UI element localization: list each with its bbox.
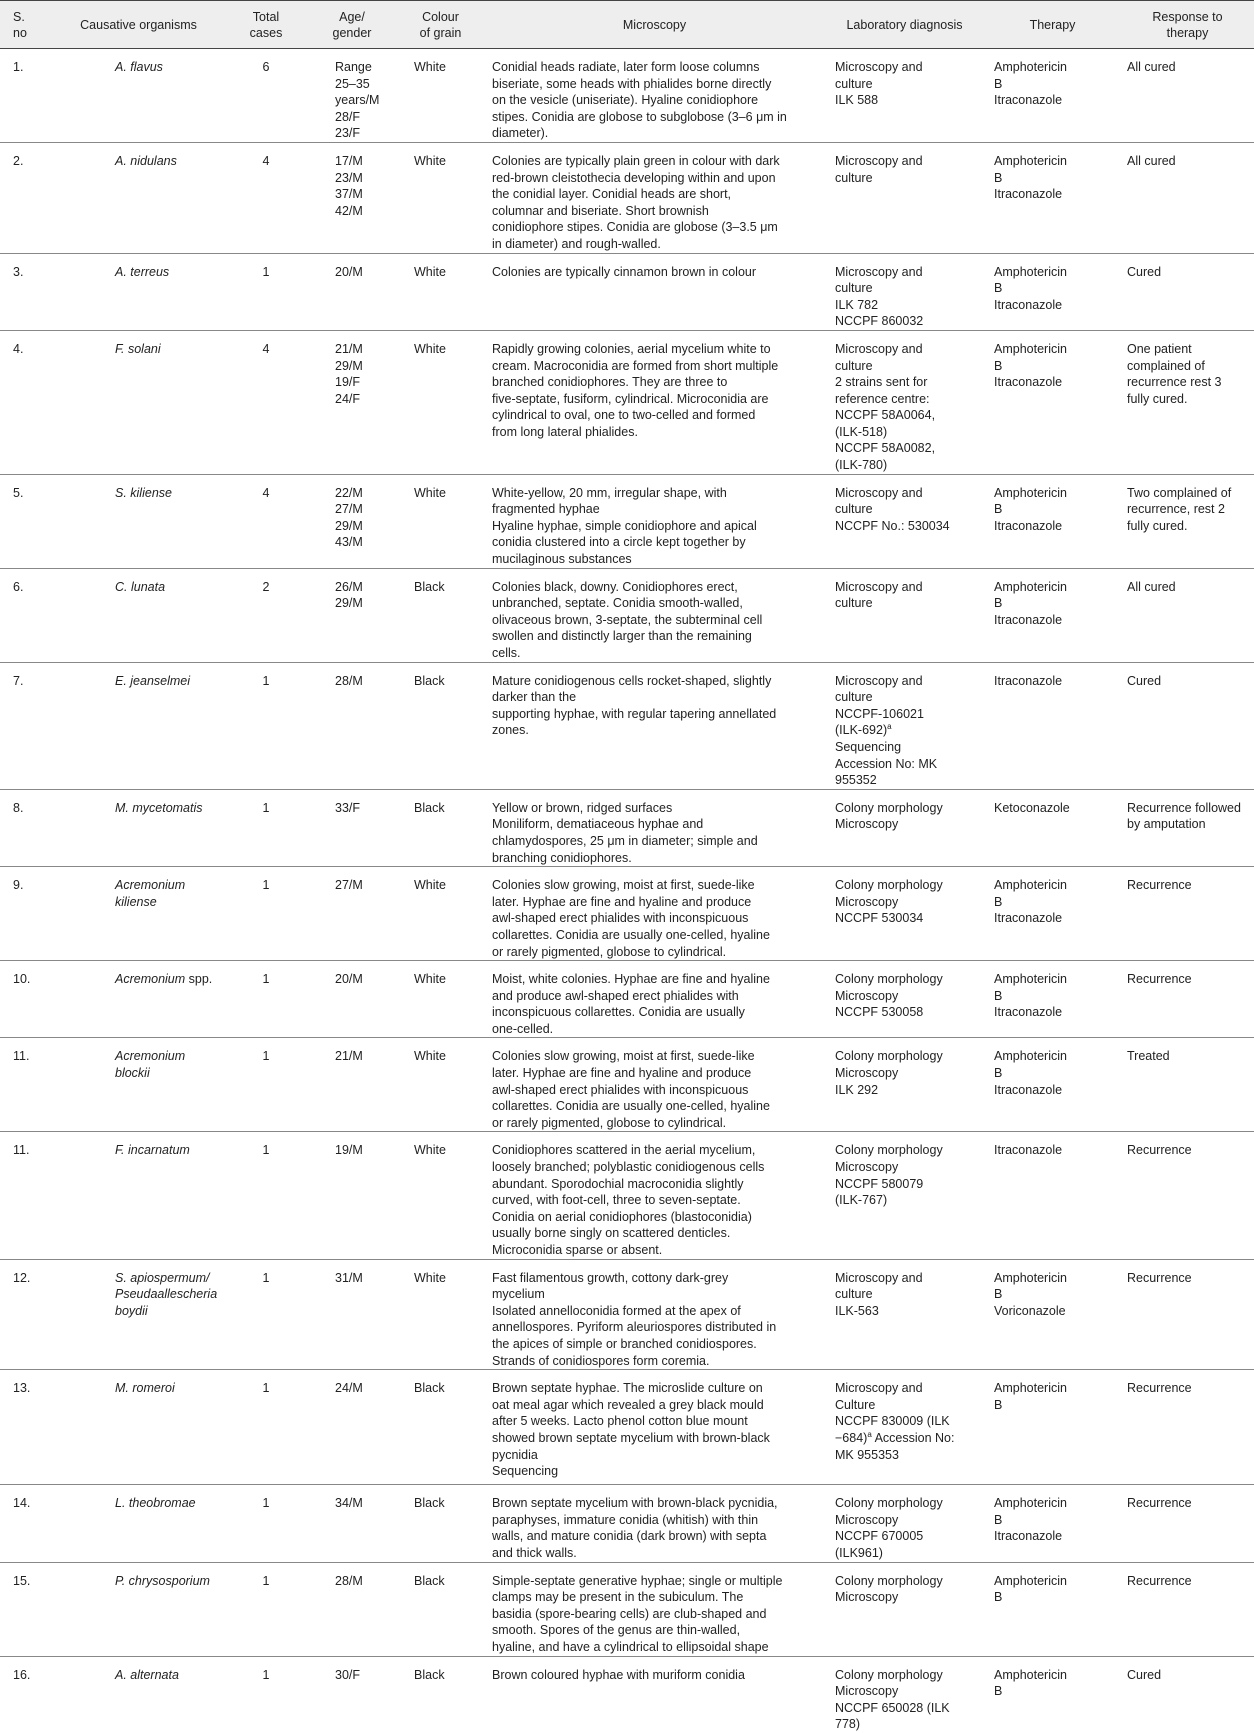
organism-name: A. flavus — [115, 60, 163, 74]
row-sno: 9. — [0, 867, 52, 961]
row-total-cases: 1 — [225, 662, 307, 789]
row-response: All cured — [1121, 568, 1254, 662]
row-age-gender: 33/F — [307, 789, 397, 866]
organism-name: A. alternata — [115, 1667, 179, 1682]
row-response: Recurrence — [1121, 1132, 1254, 1259]
footnote-marker: a — [867, 1429, 872, 1439]
row-grain-colour: Black — [397, 789, 484, 866]
organism-name: A. nidulans — [115, 153, 177, 168]
row-microscopy: Colonies slow growing, moist at first, suede-like later. Hyphae are fine and hyaline and produce awl-shaped erect phialides with inconspicuous collarettes. Conidia are usually one-celled, hyaline or rarely pigmented, globose to cylindrical. — [484, 867, 825, 961]
table-row — [0, 568, 1254, 662]
organism-name: P. chrysosporium — [115, 1573, 210, 1588]
row-age-gender: 20/M — [307, 253, 397, 330]
row-lab-diagnosis: Colony morphology Microscopy NCCPF 530058 — [825, 961, 984, 1038]
row-organism — [52, 662, 225, 789]
row-grain-colour: Black — [397, 1656, 484, 1733]
row-total-cases: 4 — [225, 330, 307, 474]
row-response: Treated — [1121, 1038, 1254, 1132]
row-total-cases: 1 — [225, 789, 307, 866]
row-sno: 16. — [0, 1656, 52, 1733]
row-organism — [52, 1370, 225, 1485]
row-therapy: Amphotericin B Itraconazole — [984, 253, 1121, 330]
header-therapy: Therapy — [984, 1, 1121, 49]
table-row — [0, 49, 1254, 143]
row-microscopy: Yellow or brown, ridged surfaces Moniliform, dematiaceous hyphae and chlamydospores, 25 μm in diameter; simple and branching conidiophores. — [484, 789, 825, 866]
row-microscopy: Simple-septate generative hyphae; single or multiple clamps may be present in the subiculum. The basidia (spore-bearing cells) are club-shaped and smooth. Spores of the genus are thin-walled, hyaline, and have a cylindrical to ellipsoidal shape — [484, 1562, 825, 1656]
row-total-cases: 4 — [225, 142, 307, 253]
row-lab-diagnosis: Colony morphology Microscopy NCCPF 670005 (ILK961) — [825, 1485, 984, 1562]
row-microscopy: Brown coloured hyphae with muriform conidia — [484, 1656, 825, 1733]
organism-name: Acremonium kiliense — [115, 878, 186, 909]
row-sno: 12. — [0, 1259, 52, 1370]
row-response: All cured — [1121, 142, 1254, 253]
row-sno: 10. — [0, 961, 52, 1038]
header-microscopy: Microscopy — [484, 1, 825, 49]
row-total-cases: 6 — [225, 49, 307, 143]
row-response: All cured — [1121, 49, 1254, 143]
row-age-gender: 17/M 23/M 37/M 42/M — [307, 142, 397, 253]
row-organism — [52, 1132, 225, 1259]
row-grain-colour: White — [397, 1132, 484, 1259]
row-therapy: Amphotericin B — [984, 1370, 1121, 1485]
row-grain-colour: White — [397, 867, 484, 961]
organism-name: A. terreus — [115, 264, 170, 279]
organism-name: S. apiospermum/ Pseudaallescheria boydii — [115, 1270, 218, 1318]
row-therapy: Amphotericin B Itraconazole — [984, 867, 1121, 961]
organism-name: M. romeroi — [115, 1381, 175, 1396]
table-row — [0, 474, 1254, 568]
row-organism — [52, 253, 225, 330]
row-total-cases: 1 — [225, 867, 307, 961]
row-total-cases: 4 — [225, 474, 307, 568]
row-sno: 2. — [0, 142, 52, 253]
row-lab-diagnosis — [825, 662, 984, 789]
row-response: Recurrence — [1121, 961, 1254, 1038]
row-microscopy: Brown septate mycelium with brown-black pycnidia, paraphyses, immature conidia (whitish) with thin walls, and mature conidia (dark brown) with septa and thick walls. — [484, 1485, 825, 1562]
row-organism — [52, 142, 225, 253]
row-lab-diagnosis: Microscopy and culture — [825, 568, 984, 662]
row-total-cases: 2 — [225, 568, 307, 662]
row-response: Cured — [1121, 253, 1254, 330]
row-sno: 13. — [0, 1370, 52, 1485]
table-row — [0, 961, 1254, 1038]
row-age-gender: 21/M 29/M 19/F 24/F — [307, 330, 397, 474]
row-total-cases: 1 — [225, 1656, 307, 1733]
row-response: Cured — [1121, 1656, 1254, 1733]
row-lab-diagnosis — [825, 1370, 984, 1485]
header-lab: Laboratory diagnosis — [825, 1, 984, 49]
table-row — [0, 662, 1254, 789]
row-microscopy: Fast filamentous growth, cottony dark-grey mycelium Isolated annelloconidia formed at the apex of annellospores. Pyriform aleuriospores distributed in the apices of simple or branched conidiospores. Strands of conidiospores form coremia. — [484, 1259, 825, 1370]
row-age-gender: 19/M — [307, 1132, 397, 1259]
row-age-gender: 28/M — [307, 1562, 397, 1656]
table-row — [0, 1132, 1254, 1259]
row-total-cases: 1 — [225, 1562, 307, 1656]
table-row — [0, 1370, 1254, 1485]
row-organism — [52, 49, 225, 143]
row-organism — [52, 1259, 225, 1370]
row-total-cases: 1 — [225, 1132, 307, 1259]
row-grain-colour: White — [397, 474, 484, 568]
organism-name: C. lunata — [115, 579, 166, 594]
table-row — [0, 1485, 1254, 1562]
row-response: Recurrence — [1121, 867, 1254, 961]
row-lab-diagnosis: Colony morphology Microscopy — [825, 1562, 984, 1656]
row-sno: 4. — [0, 330, 52, 474]
row-total-cases: 1 — [225, 253, 307, 330]
row-organism — [52, 568, 225, 662]
row-therapy: Ketoconazole — [984, 789, 1121, 866]
lab-text-continued: Sequencing Accession No: MK 955352 — [835, 739, 938, 788]
row-sno: 1. — [0, 49, 52, 143]
row-response: Recurrence — [1121, 1485, 1254, 1562]
organism-name: Acremonium — [115, 972, 186, 987]
row-total-cases: 1 — [225, 961, 307, 1038]
row-lab-diagnosis: Colony morphology Microscopy NCCPF 650028 (ILK 778) — [825, 1656, 984, 1733]
row-sno: 5. — [0, 474, 52, 568]
table-row — [0, 142, 1254, 253]
lab-text: Microscopy and Culture NCCPF 830009 (ILK −684) — [835, 1381, 950, 1445]
row-microscopy: Colonies are typically cinnamon brown in colour — [484, 253, 825, 330]
row-lab-diagnosis: Colony morphology Microscopy NCCPF 530034 — [825, 867, 984, 961]
row-lab-diagnosis: Microscopy and culture 2 strains sent for reference centre: NCCPF 58A0064, (ILK-518) NCCPF 58A0082, (ILK-780) — [825, 330, 984, 474]
row-microscopy: Conidial heads radiate, later form loose columns biseriate, some heads with phialides borne directly on the vesicle (uniseriate). Hyaline conidiophore stipes. Conidia are globose to subglobose (3–6 μm in diameter). — [484, 49, 825, 143]
row-sno: 8. — [0, 789, 52, 866]
row-grain-colour: White — [397, 1259, 484, 1370]
row-grain-colour: Black — [397, 1485, 484, 1562]
row-organism — [52, 1656, 225, 1733]
row-lab-diagnosis: Microscopy and culture — [825, 142, 984, 253]
row-age-gender: 27/M — [307, 867, 397, 961]
header-age: Age/ gender — [307, 1, 397, 49]
row-therapy: Amphotericin B — [984, 1656, 1121, 1733]
row-microscopy: Colonies are typically plain green in colour with dark red-brown cleistothecia developing within and upon the conidial layer. Conidial heads are short, columnar and biseriate. Short brownish conidiophore stipes. Conidia are globose (3–3.5 μm in diameter) and rough-walled. — [484, 142, 825, 253]
row-microscopy: Mature conidiogenous cells rocket-shaped, slightly darker than the supporting hyphae, with regular tapering annellated zones. — [484, 662, 825, 789]
organism-name: E. jeanselmei — [115, 673, 191, 688]
table-row — [0, 1259, 1254, 1370]
row-age-gender: 31/M — [307, 1259, 397, 1370]
row-total-cases: 1 — [225, 1038, 307, 1132]
row-sno: 3. — [0, 253, 52, 330]
row-age-gender: 34/M — [307, 1485, 397, 1562]
row-sno: 11. — [0, 1038, 52, 1132]
row-grain-colour: Black — [397, 1562, 484, 1656]
row-response: Cured — [1121, 662, 1254, 789]
row-organism — [52, 789, 225, 866]
row-total-cases: 1 — [225, 1485, 307, 1562]
row-grain-colour: White — [397, 330, 484, 474]
lab-text: Microscopy and culture NCCPF-106021 (ILK-692) — [835, 673, 924, 738]
row-organism — [52, 1485, 225, 1562]
row-grain-colour: Black — [397, 1370, 484, 1485]
table-row — [0, 867, 1254, 961]
row-grain-colour: White — [397, 1038, 484, 1132]
row-therapy: Amphotericin B Itraconazole — [984, 568, 1121, 662]
row-response: Recurrence — [1121, 1370, 1254, 1485]
header-grain: Colour of grain — [397, 1, 484, 49]
row-therapy: Amphotericin B Voriconazole — [984, 1259, 1121, 1370]
row-microscopy: Conidiophores scattered in the aerial mycelium, loosely branched; polyblastic conidiogenous cells abundant. Sporodochial macroconidia slightly curved, with foot-cell, three to seven-septate. Conidia on aerial conidiophores (blastoconidia) usually borne singly on scattered denticles. Microconidia sparse or absent. — [484, 1132, 825, 1259]
row-sno: 15. — [0, 1562, 52, 1656]
row-age-gender: 21/M — [307, 1038, 397, 1132]
row-microscopy: White-yellow, 20 mm, irregular shape, with fragmented hyphae Hyaline hyphae, simple conidiophore and apical conidia clustered into a circle kept together by mucilaginous substances — [484, 474, 825, 568]
organism-name: F. solani — [115, 341, 161, 356]
row-total-cases: 1 — [225, 1259, 307, 1370]
organism-name: L. theobromae — [115, 1496, 196, 1511]
organism-name: S. kiliense — [115, 485, 172, 500]
row-response: Recurrence followed by amputation — [1121, 789, 1254, 866]
row-grain-colour: Black — [397, 568, 484, 662]
row-response: One patient complained of recurrence rest 3 fully cured. — [1121, 330, 1254, 474]
organism-suffix: spp. — [185, 972, 213, 987]
row-lab-diagnosis: Microscopy and culture NCCPF No.: 530034 — [825, 474, 984, 568]
table-row — [0, 1656, 1254, 1733]
row-lab-diagnosis: Microscopy and culture ILK 588 — [825, 49, 984, 143]
row-microscopy: Rapidly growing colonies, aerial mycelium white to cream. Macroconidia are formed from short multiple branched conidiophores. They are three to five-septate, fusiform, cylindrical. Microconidia are cylindrical to oval, one to two-celled and formed from long lateral phialides. — [484, 330, 825, 474]
row-response: Recurrence — [1121, 1562, 1254, 1656]
row-sno: 14. — [0, 1485, 52, 1562]
row-lab-diagnosis: Microscopy and culture ILK 782 NCCPF 860032 — [825, 253, 984, 330]
row-therapy: Amphotericin B Itraconazole — [984, 49, 1121, 143]
row-organism — [52, 867, 225, 961]
row-therapy: Amphotericin B Itraconazole — [984, 1485, 1121, 1562]
row-grain-colour: White — [397, 253, 484, 330]
table-row — [0, 253, 1254, 330]
header-sno: S. no — [0, 1, 52, 49]
row-age-gender: 22/M 27/M 29/M 43/M — [307, 474, 397, 568]
row-grain-colour: Black — [397, 662, 484, 789]
row-therapy: Itraconazole — [984, 662, 1121, 789]
row-grain-colour: White — [397, 961, 484, 1038]
row-therapy: Amphotericin B — [984, 1562, 1121, 1656]
row-microscopy: Colonies slow growing, moist at first, suede-like later. Hyphae are fine and hyaline and produce awl-shaped erect phialides with inconspicuous collarettes. Conidia are usually one-celled, hyaline or rarely pigmented, globose to cylindrical. — [484, 1038, 825, 1132]
row-age-gender: Range 25–35 years/M 28/F 23/F — [307, 49, 397, 143]
row-grain-colour: White — [397, 49, 484, 143]
row-lab-diagnosis: Colony morphology Microscopy NCCPF 580079 (ILK-767) — [825, 1132, 984, 1259]
row-organism — [52, 1562, 225, 1656]
row-organism — [52, 330, 225, 474]
row-microscopy: Moist, white colonies. Hyphae are fine and hyaline and produce awl-shaped erect phialides with inconspicuous collarettes. Conidia are usually one-celled. — [484, 961, 825, 1038]
organism-name: F. incarnatum — [115, 1143, 190, 1158]
row-age-gender: 26/M 29/M — [307, 568, 397, 662]
header-response: Response to therapy — [1121, 1, 1254, 49]
row-grain-colour: White — [397, 142, 484, 253]
organism-name: M. mycetomatis — [115, 800, 203, 815]
table-header-row — [0, 1, 1254, 49]
row-response: Recurrence — [1121, 1259, 1254, 1370]
table-row — [0, 1562, 1254, 1656]
table-row — [0, 1038, 1254, 1132]
row-lab-diagnosis: Microscopy and culture ILK-563 — [825, 1259, 984, 1370]
lab-text-continued: Accession No: MK 955353 — [835, 1430, 955, 1462]
table-row — [0, 789, 1254, 866]
row-lab-diagnosis: Colony morphology Microscopy ILK 292 — [825, 1038, 984, 1132]
row-therapy: Amphotericin B Itraconazole — [984, 142, 1121, 253]
row-therapy: Amphotericin B Itraconazole — [984, 330, 1121, 474]
row-organism — [52, 474, 225, 568]
header-organism: Causative organisms — [52, 1, 225, 49]
row-response: Two complained of recurrence, rest 2 fully cured. — [1121, 474, 1254, 568]
row-lab-diagnosis: Colony morphology Microscopy — [825, 789, 984, 866]
row-therapy: Amphotericin B Itraconazole — [984, 961, 1121, 1038]
row-age-gender: 20/M — [307, 961, 397, 1038]
row-therapy: Itraconazole — [984, 1132, 1121, 1259]
row-age-gender: 24/M — [307, 1370, 397, 1485]
row-sno: 6. — [0, 568, 52, 662]
row-microscopy: Colonies black, downy. Conidiophores erect, unbranched, septate. Conidia smooth-walled, olivaceous brown, 3-septate, the subterminal cell swollen and distinctly larger than the remaining cells. — [484, 568, 825, 662]
row-age-gender: 30/F — [307, 1656, 397, 1733]
row-total-cases: 1 — [225, 1370, 307, 1485]
footnote-marker: a — [887, 722, 892, 732]
row-organism — [52, 1038, 225, 1132]
row-microscopy: Brown septate hyphae. The microslide culture on oat meal agar which revealed a grey black mould after 5 weeks. Lacto phenol cotton blue mount showed brown septate mycelium with brown-black pycnidia Sequencing — [484, 1370, 825, 1485]
table-row — [0, 330, 1254, 474]
table-body — [0, 49, 1254, 1733]
organism-name: Acremonium blockii — [115, 1049, 186, 1081]
row-age-gender: 28/M — [307, 662, 397, 789]
row-therapy: Amphotericin B Itraconazole — [984, 1038, 1121, 1132]
row-sno: 7. — [0, 662, 52, 789]
row-therapy: Amphotericin B Itraconazole — [984, 474, 1121, 568]
header-cases: Total cases — [225, 1, 307, 49]
row-sno: 11. — [0, 1132, 52, 1259]
row-organism — [52, 961, 225, 1038]
